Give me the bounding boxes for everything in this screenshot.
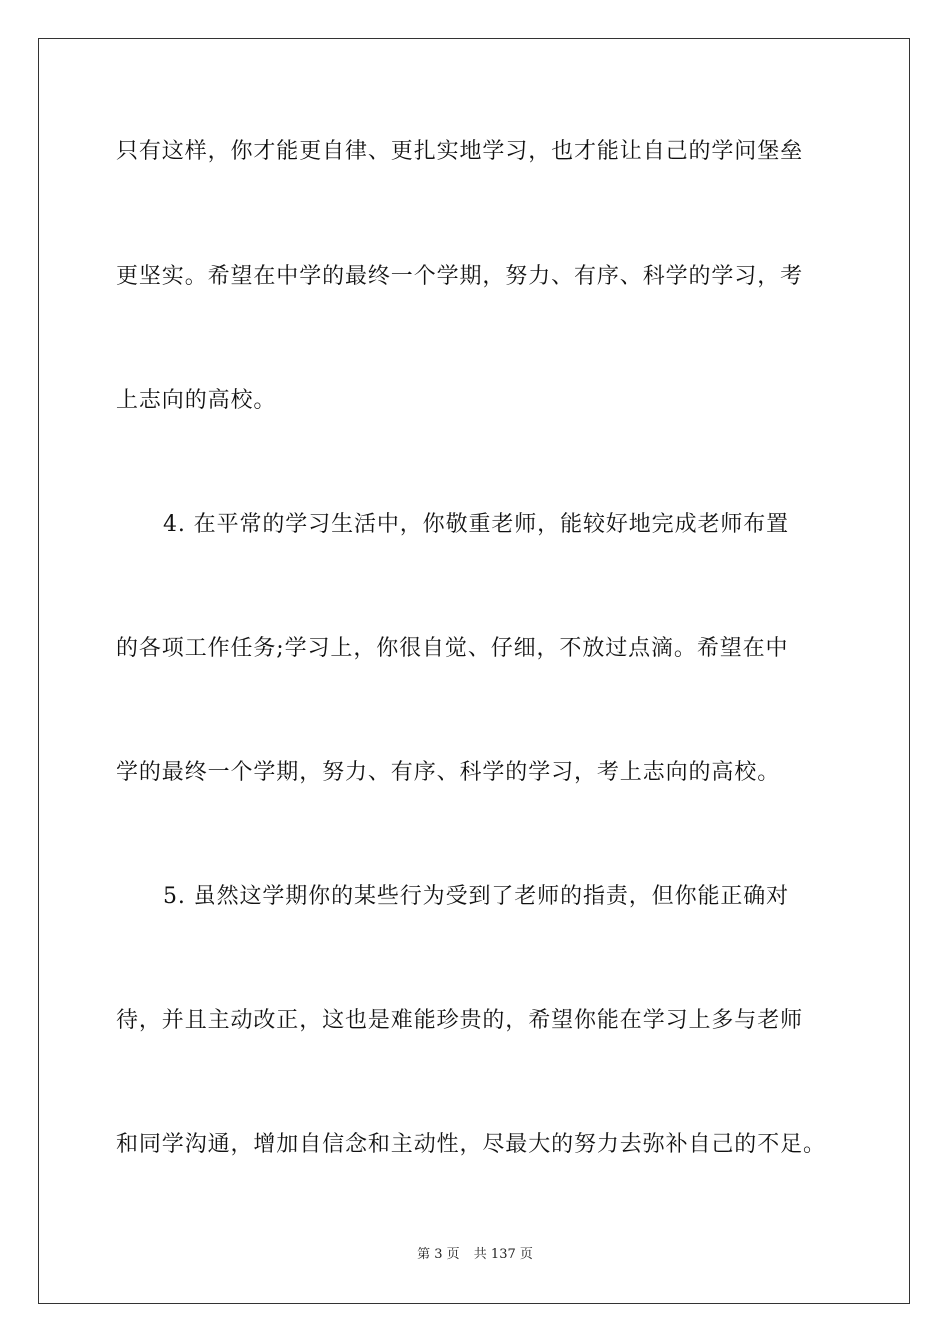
text-line: 上志向的高校。 xyxy=(116,388,277,413)
page-number: 第 3 页 xyxy=(417,1247,460,1262)
page-border xyxy=(38,38,910,1304)
text-line: 5. 虽然这学期你的某些行为受到了老师的指责，但你能正确对 xyxy=(163,884,790,909)
text-line: 更坚实。希望在中学的最终一个学期，努力、有序、科学的学习，考 xyxy=(116,264,804,289)
text-line: 的各项工作任务;学习上，你很自觉、仔细，不放过点滴。希望在中 xyxy=(116,636,789,661)
text-line: 和同学沟通，增加自信念和主动性，尽最大的努力去弥补自己的不足。 xyxy=(116,1132,826,1157)
total-pages: 共 137 页 xyxy=(473,1247,533,1262)
text-line: 学的最终一个学期，努力、有序、科学的学习，考上志向的高校。 xyxy=(116,760,781,785)
page-footer xyxy=(0,1246,950,1264)
text-line: 待，并且主动改正，这也是难能珍贵的，希望你能在学习上多与老师 xyxy=(116,1008,804,1033)
text-line: 4. 在平常的学习生活中，你敬重老师，能较好地完成老师布置 xyxy=(163,512,790,537)
text-line: 只有这样，你才能更自律、更扎实地学习，也才能让自己的学问堡垒 xyxy=(116,139,804,164)
